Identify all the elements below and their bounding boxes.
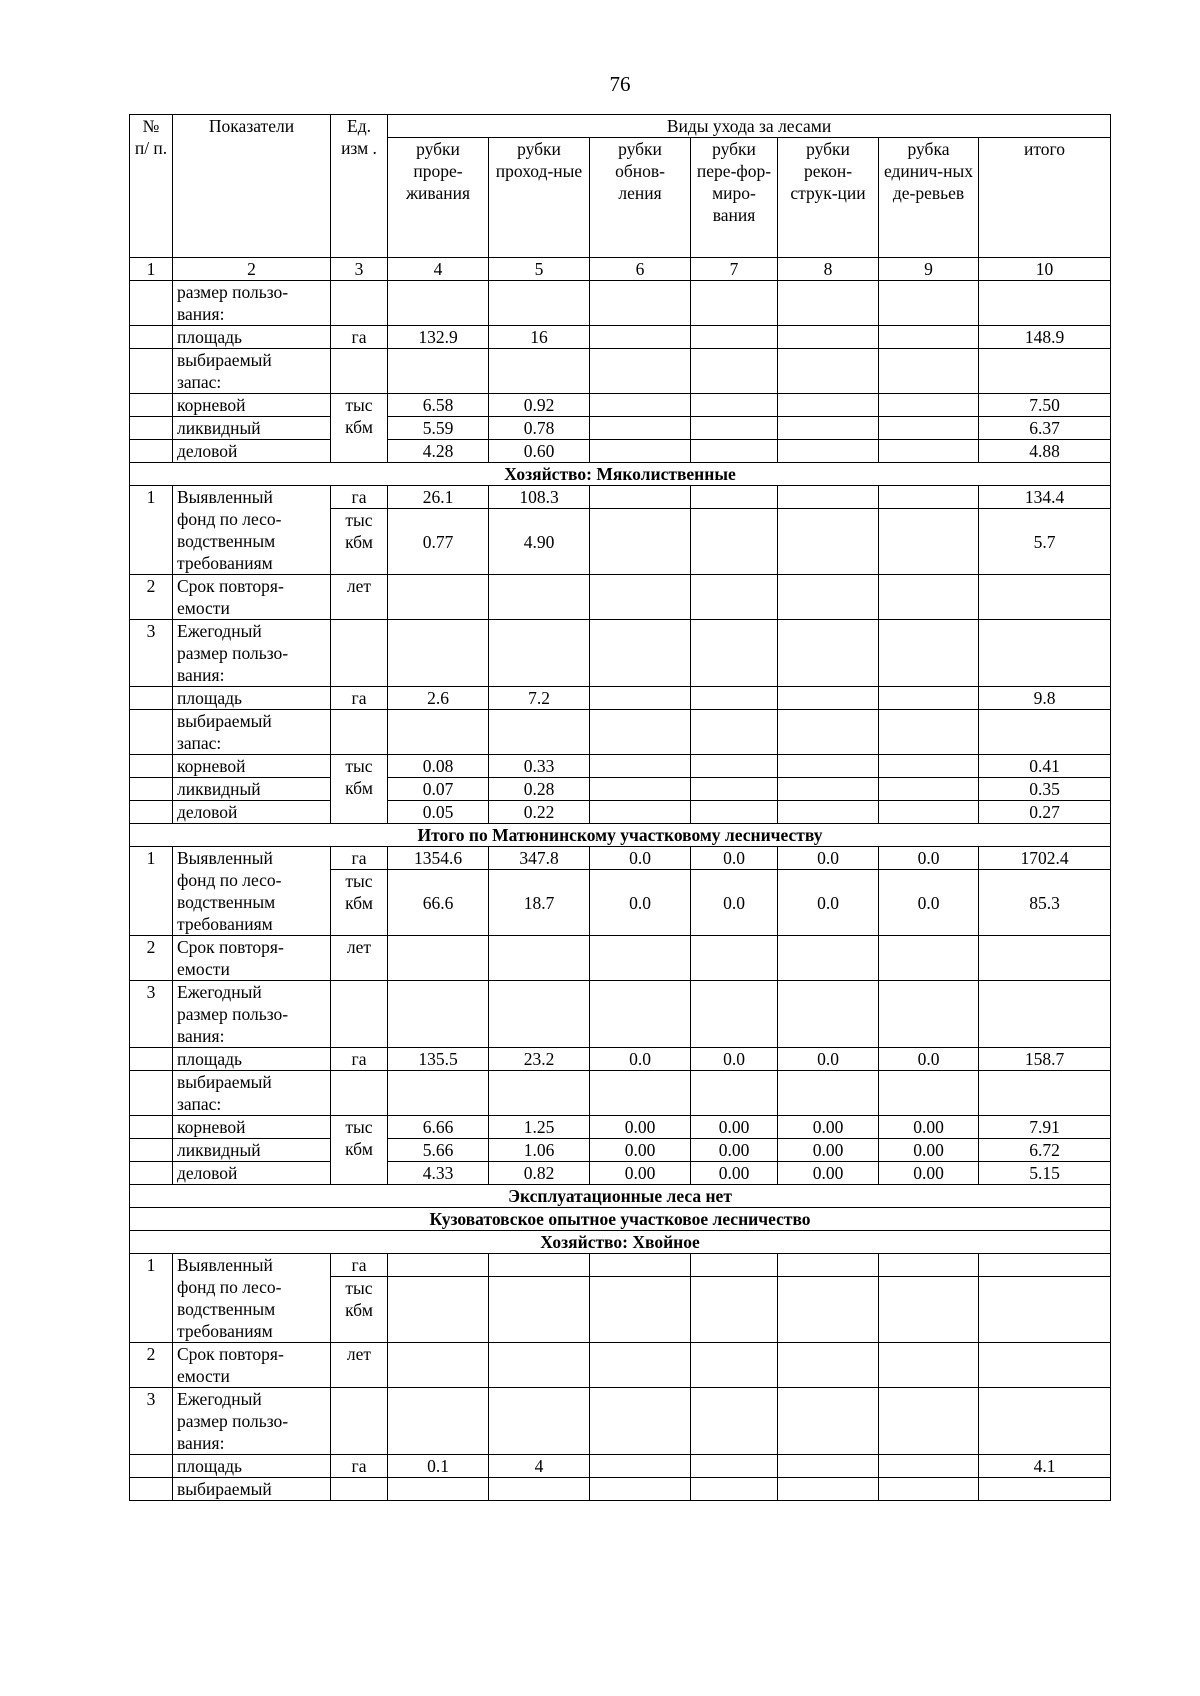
header-col-passing: рубки проход-ные xyxy=(489,138,590,258)
header-col-renewal: рубки обнов-ления xyxy=(590,138,691,258)
value-cell: 5.59 xyxy=(388,417,489,440)
col-number: 1 xyxy=(130,258,173,281)
value-cell: 1354.6 xyxy=(388,847,489,870)
table-row xyxy=(130,755,1111,778)
col-number: 3 xyxy=(331,258,388,281)
value-cell: 0.28 xyxy=(489,778,590,801)
section-title-row xyxy=(130,1231,1111,1254)
value-cell: 0.77 xyxy=(388,509,489,575)
indicator-label: корневой xyxy=(173,755,331,778)
value-cell: 0.22 xyxy=(489,801,590,824)
section-title: Кузоватовское опытное участковое лесничество xyxy=(130,1208,1111,1231)
table-row xyxy=(130,281,1111,326)
value-cell: 0.27 xyxy=(979,801,1111,824)
value-cell xyxy=(590,417,691,440)
value-cell xyxy=(691,755,778,778)
row-number: 3 xyxy=(130,1388,173,1455)
value-cell: 4.33 xyxy=(388,1162,489,1185)
value-cell xyxy=(879,778,979,801)
value-cell: 6.37 xyxy=(979,417,1111,440)
value-cell: 1.25 xyxy=(489,1116,590,1139)
unit-cell: тыс кбм xyxy=(331,394,388,463)
value-cell xyxy=(590,778,691,801)
unit-cell: га xyxy=(331,326,388,349)
value-cell: 7.2 xyxy=(489,687,590,710)
value-cell xyxy=(778,755,879,778)
value-cell: 66.6 xyxy=(388,870,489,936)
value-cell: 0.0 xyxy=(879,870,979,936)
value-cell xyxy=(778,687,879,710)
value-cell: 6.66 xyxy=(388,1116,489,1139)
value-cell: 9.8 xyxy=(979,687,1111,710)
indicator-label: ликвидный xyxy=(173,778,331,801)
value-cell xyxy=(879,440,979,463)
table-row xyxy=(130,1116,1111,1139)
value-cell xyxy=(691,687,778,710)
value-cell: 18.7 xyxy=(489,870,590,936)
value-cell: 2.6 xyxy=(388,687,489,710)
table-row xyxy=(130,440,1111,463)
row-number: 1 xyxy=(130,486,173,575)
table-row xyxy=(130,1162,1111,1185)
value-cell: 0.0 xyxy=(879,847,979,870)
value-cell xyxy=(879,417,979,440)
value-cell: 0.0 xyxy=(590,1048,691,1071)
value-cell: 132.9 xyxy=(388,326,489,349)
section-title: Итого по Матюнинскому участковому лесничеству xyxy=(130,824,1111,847)
col-number: 4 xyxy=(388,258,489,281)
table-row xyxy=(130,981,1111,1048)
value-cell xyxy=(879,486,979,509)
unit-cell: лет xyxy=(331,936,388,981)
value-cell xyxy=(879,326,979,349)
value-cell: 0.0 xyxy=(590,870,691,936)
value-cell xyxy=(590,755,691,778)
unit-cell: га xyxy=(331,847,388,870)
col-number: 6 xyxy=(590,258,691,281)
value-cell: 0.0 xyxy=(778,870,879,936)
indicator-label: Срок повторя- емости xyxy=(173,1343,331,1388)
value-cell: 0.35 xyxy=(979,778,1111,801)
indicator-label: выбираемый запас: xyxy=(173,1071,331,1116)
table-row xyxy=(130,349,1111,394)
value-cell xyxy=(691,394,778,417)
section-title-row xyxy=(130,463,1111,486)
value-cell xyxy=(778,417,879,440)
indicator-label: Ежегодный размер пользо- вания: xyxy=(173,620,331,687)
table-row xyxy=(130,394,1111,417)
header-group: Виды ухода за лесами xyxy=(388,115,1111,138)
table-row xyxy=(130,1478,1111,1501)
forest-care-table xyxy=(129,114,1111,1501)
table-row xyxy=(130,710,1111,755)
col-number: 10 xyxy=(979,258,1111,281)
row-number: 3 xyxy=(130,620,173,687)
value-cell xyxy=(778,486,879,509)
value-cell xyxy=(590,801,691,824)
indicator-label: площадь xyxy=(173,1048,331,1071)
row-number: 1 xyxy=(130,847,173,936)
indicator-label: ликвидный xyxy=(173,417,331,440)
header-col-reconstruction: рубки рекон-струк-ции xyxy=(778,138,879,258)
indicator-label: корневой xyxy=(173,1116,331,1139)
col-number: 2 xyxy=(173,258,331,281)
value-cell: 0.05 xyxy=(388,801,489,824)
value-cell xyxy=(879,509,979,575)
indicator-label: ликвидный xyxy=(173,1139,331,1162)
header-indicator: Показатели xyxy=(173,115,331,258)
value-cell xyxy=(691,1455,778,1478)
unit-cell: тыс кбм xyxy=(331,1116,388,1185)
value-cell xyxy=(778,394,879,417)
table-row xyxy=(130,486,1111,509)
indicator-label: деловой xyxy=(173,1162,331,1185)
value-cell: 0.08 xyxy=(388,755,489,778)
table-row xyxy=(130,1388,1111,1455)
value-cell: 158.7 xyxy=(979,1048,1111,1071)
unit-cell: га xyxy=(331,1254,388,1277)
value-cell xyxy=(691,801,778,824)
value-cell: 0.1 xyxy=(388,1455,489,1478)
value-cell: 135.5 xyxy=(388,1048,489,1071)
table-row xyxy=(130,620,1111,687)
value-cell xyxy=(879,755,979,778)
value-cell: 6.72 xyxy=(979,1139,1111,1162)
value-cell: 0.00 xyxy=(778,1116,879,1139)
header-col-single-trees: рубка единич-ных де-ревьев xyxy=(879,138,979,258)
value-cell: 0.92 xyxy=(489,394,590,417)
value-cell xyxy=(590,440,691,463)
unit-cell: лет xyxy=(331,575,388,620)
table-row xyxy=(130,1139,1111,1162)
indicator-label: площадь xyxy=(173,1455,331,1478)
value-cell xyxy=(691,417,778,440)
table-row xyxy=(130,417,1111,440)
value-cell: 1702.4 xyxy=(979,847,1111,870)
indicator-label: корневой xyxy=(173,394,331,417)
value-cell: 4.1 xyxy=(979,1455,1111,1478)
value-cell: 0.07 xyxy=(388,778,489,801)
value-cell: 0.0 xyxy=(691,1048,778,1071)
value-cell: 0.0 xyxy=(691,870,778,936)
value-cell: 347.8 xyxy=(489,847,590,870)
value-cell xyxy=(590,394,691,417)
indicator-label: Срок повторя- емости xyxy=(173,936,331,981)
indicator-label: деловой xyxy=(173,801,331,824)
table-row xyxy=(130,326,1111,349)
value-cell: 0.00 xyxy=(590,1116,691,1139)
value-cell xyxy=(879,394,979,417)
section-title-row xyxy=(130,824,1111,847)
value-cell xyxy=(778,801,879,824)
value-cell: 4.90 xyxy=(489,509,590,575)
row-number: 2 xyxy=(130,1343,173,1388)
value-cell: 0.41 xyxy=(979,755,1111,778)
indicator-label: Выявленный фонд по лесо- водственным требованиям xyxy=(173,847,331,936)
value-cell: 4.88 xyxy=(979,440,1111,463)
table-row xyxy=(130,1254,1111,1277)
value-cell: 0.00 xyxy=(879,1139,979,1162)
indicator-label: Выявленный фонд по лесо- водственным требованиям xyxy=(173,1254,331,1343)
value-cell: 0.0 xyxy=(590,847,691,870)
value-cell xyxy=(590,509,691,575)
row-number: 1 xyxy=(130,1254,173,1343)
value-cell: 0.00 xyxy=(590,1139,691,1162)
table-row xyxy=(130,936,1111,981)
column-number-row xyxy=(130,258,1111,281)
page-number: 76 xyxy=(609,72,631,96)
value-cell: 85.3 xyxy=(979,870,1111,936)
unit-cell: тыс кбм xyxy=(331,509,388,575)
value-cell: 7.91 xyxy=(979,1116,1111,1139)
value-cell xyxy=(691,509,778,575)
value-cell: 1.06 xyxy=(489,1139,590,1162)
value-cell: 5.15 xyxy=(979,1162,1111,1185)
table-row xyxy=(130,1071,1111,1116)
value-cell: 148.9 xyxy=(979,326,1111,349)
value-cell: 0.00 xyxy=(691,1116,778,1139)
value-cell: 0.0 xyxy=(691,847,778,870)
table-row xyxy=(130,1048,1111,1071)
value-cell: 0.00 xyxy=(778,1162,879,1185)
table-row xyxy=(130,778,1111,801)
value-cell xyxy=(778,509,879,575)
unit-cell: га xyxy=(331,486,388,509)
header-col-reforming: рубки пере-фор-миро-вания xyxy=(691,138,778,258)
value-cell: 0.00 xyxy=(590,1162,691,1185)
value-cell: 4 xyxy=(489,1455,590,1478)
unit-cell: тыс кбм xyxy=(331,870,388,936)
value-cell: 6.58 xyxy=(388,394,489,417)
unit-cell: тыс кбм xyxy=(331,755,388,824)
header-row-1 xyxy=(130,115,1111,138)
value-cell: 0.00 xyxy=(691,1162,778,1185)
indicator-label: выбираемый запас: xyxy=(173,710,331,755)
value-cell: 0.0 xyxy=(778,1048,879,1071)
value-cell: 0.78 xyxy=(489,417,590,440)
indicator-label: деловой xyxy=(173,440,331,463)
value-cell xyxy=(778,778,879,801)
value-cell xyxy=(590,326,691,349)
value-cell: 0.0 xyxy=(879,1048,979,1071)
row-number: 2 xyxy=(130,936,173,981)
value-cell: 0.00 xyxy=(879,1116,979,1139)
table-row xyxy=(130,847,1111,870)
table-row xyxy=(130,575,1111,620)
value-cell: 0.82 xyxy=(489,1162,590,1185)
section-title: Хозяйство: Хвойное xyxy=(130,1231,1111,1254)
section-title-row xyxy=(130,1208,1111,1231)
unit-cell: лет xyxy=(331,1343,388,1388)
value-cell xyxy=(590,687,691,710)
value-cell xyxy=(691,326,778,349)
table-row xyxy=(130,1343,1111,1388)
section-title: Хозяйство: Мяколиственные xyxy=(130,463,1111,486)
col-number: 9 xyxy=(879,258,979,281)
value-cell xyxy=(879,687,979,710)
row-number: 2 xyxy=(130,575,173,620)
indicator-label: выбираемый xyxy=(173,1478,331,1501)
value-cell: 0.00 xyxy=(778,1139,879,1162)
value-cell: 5.66 xyxy=(388,1139,489,1162)
indicator-label: Срок повторя- емости xyxy=(173,575,331,620)
value-cell xyxy=(691,440,778,463)
value-cell: 16 xyxy=(489,326,590,349)
value-cell: 7.50 xyxy=(979,394,1111,417)
section-title: Эксплуатационные леса нет xyxy=(130,1185,1111,1208)
value-cell: 4.28 xyxy=(388,440,489,463)
value-cell: 0.33 xyxy=(489,755,590,778)
value-cell: 0.00 xyxy=(691,1139,778,1162)
value-cell: 0.60 xyxy=(489,440,590,463)
value-cell: 108.3 xyxy=(489,486,590,509)
unit-cell: га xyxy=(331,1455,388,1478)
value-cell xyxy=(778,1455,879,1478)
value-cell xyxy=(691,486,778,509)
value-cell: 23.2 xyxy=(489,1048,590,1071)
indicator-label: площадь xyxy=(173,687,331,710)
indicator-label: Ежегодный размер пользо- вания: xyxy=(173,1388,331,1455)
indicator-label: Выявленный фонд по лесо- водственным требованиям xyxy=(173,486,331,575)
value-cell xyxy=(590,486,691,509)
unit-cell: тыс кбм xyxy=(331,1277,388,1343)
value-cell xyxy=(879,1455,979,1478)
unit-cell: га xyxy=(331,1048,388,1071)
value-cell: 134.4 xyxy=(979,486,1111,509)
col-number: 7 xyxy=(691,258,778,281)
value-cell xyxy=(590,1455,691,1478)
header-col-total: итого xyxy=(979,138,1111,258)
unit-cell: га xyxy=(331,687,388,710)
table-row xyxy=(130,687,1111,710)
table-row xyxy=(130,1455,1111,1478)
value-cell: 0.0 xyxy=(778,847,879,870)
value-cell xyxy=(691,778,778,801)
header-col-thinning: рубки прорe-живания xyxy=(388,138,489,258)
value-cell xyxy=(879,801,979,824)
header-unit: Ед. изм . xyxy=(331,115,388,258)
value-cell: 0.00 xyxy=(879,1162,979,1185)
indicator-label: площадь xyxy=(173,326,331,349)
indicator-label: Ежегодный размер пользо- вания: xyxy=(173,981,331,1048)
table-row xyxy=(130,801,1111,824)
col-number: 8 xyxy=(778,258,879,281)
value-cell: 26.1 xyxy=(388,486,489,509)
col-number: 5 xyxy=(489,258,590,281)
value-cell xyxy=(778,440,879,463)
row-number: 3 xyxy=(130,981,173,1048)
indicator-label: размер пользо- вания: xyxy=(173,281,331,326)
indicator-label: выбираемый запас: xyxy=(173,349,331,394)
section-title-row xyxy=(130,1185,1111,1208)
value-cell xyxy=(778,326,879,349)
header-num: № п/ п. xyxy=(130,115,173,258)
value-cell: 5.7 xyxy=(979,509,1111,575)
